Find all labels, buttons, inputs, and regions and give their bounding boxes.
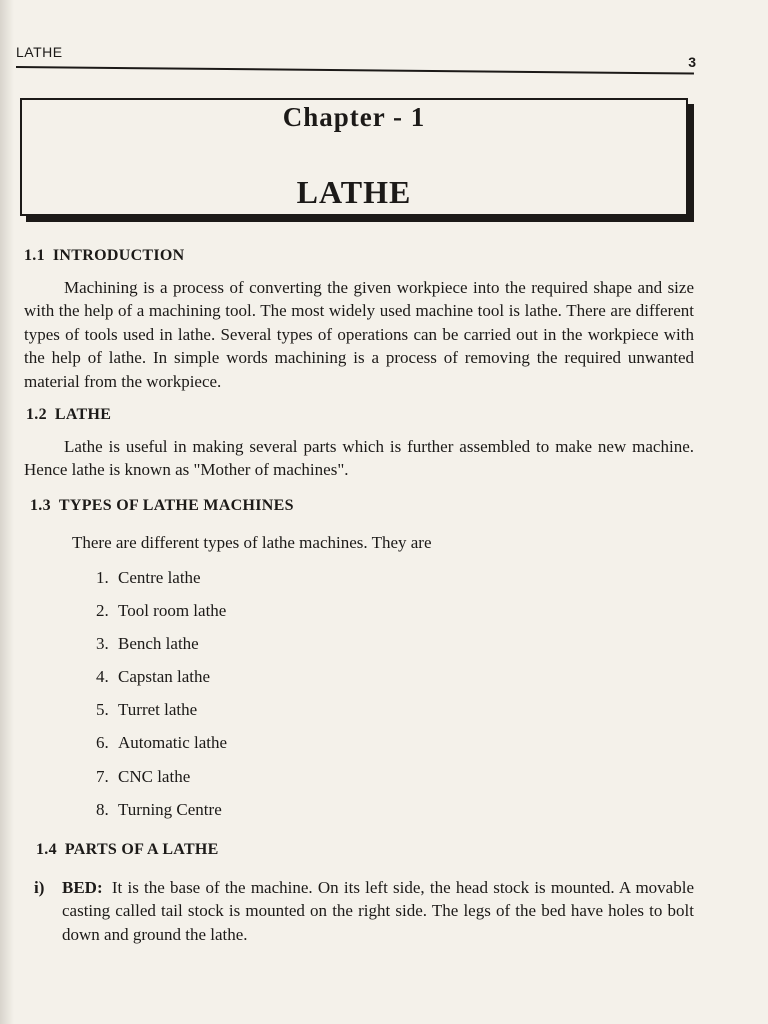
section-number: 1.4 <box>36 841 57 858</box>
header-rule <box>16 66 694 75</box>
part-term: BED: <box>62 877 103 897</box>
item-number: 6. <box>96 733 109 753</box>
section-title: INTRODUCTION <box>52 247 185 264</box>
item-label: Turning Centre <box>118 799 222 819</box>
types-intro-text: There are different types of lathe machines. They are <box>72 533 432 552</box>
item-label: Bench lathe <box>118 633 199 653</box>
section-heading-lathe <box>26 403 694 427</box>
introduction-paragraph: Machining is a process of converting the given workpiece into the required shape and size with the help of a machining tool. The most widely used machine tool is lathe. There are different types of tools used in lathe. Several types of operations can be carried out in the workpiece with the help of lathe. In simple words machining is a process of removing the required unwanted material from the workpiece. <box>24 277 694 391</box>
item-number: 5. <box>96 700 109 720</box>
list-item <box>96 760 694 793</box>
item-marker: i) <box>34 877 45 897</box>
section-title: LATHE <box>54 406 112 423</box>
section-title: TYPES OF LATHE MACHINES <box>58 496 294 514</box>
item-number: 1. <box>96 567 109 587</box>
section-number: 1.2 <box>26 406 47 423</box>
item-label: Tool room lathe <box>118 600 227 620</box>
running-head: LATHE <box>16 44 63 60</box>
lathe-types-list <box>24 561 694 827</box>
chapter-title: LATHE <box>296 174 412 210</box>
list-item <box>96 693 694 726</box>
page-number: 3 <box>688 54 696 70</box>
list-item <box>96 594 694 627</box>
chapter-title-box <box>20 98 688 216</box>
list-item <box>96 627 694 660</box>
list-item <box>96 726 694 759</box>
section-heading-parts <box>36 838 694 862</box>
section-number: 1.3 <box>30 496 51 514</box>
list-item <box>96 561 694 594</box>
item-label: Centre lathe <box>118 567 201 587</box>
item-number: 7. <box>96 766 109 786</box>
item-label: Automatic lathe <box>118 733 228 753</box>
section-number: 1.1 <box>24 247 45 264</box>
item-number: 3. <box>96 633 109 653</box>
item-label: CNC lathe <box>118 766 191 786</box>
item-number: 4. <box>96 667 109 687</box>
page-body <box>24 244 694 946</box>
section-title: PARTS OF A LATHE <box>64 841 219 858</box>
list-item <box>96 660 694 693</box>
part-description: It is the base of the machine. On its left side, the head stock is mounted. A movable casting called tail stock is mounted on the right side. The legs of the bed have holes to bolt down and ground the lathe. <box>62 877 695 944</box>
list-item <box>96 793 694 826</box>
item-label: Capstan lathe <box>118 667 211 687</box>
section-heading-introduction <box>24 244 694 268</box>
page-edge-shadow <box>0 0 14 1024</box>
item-number: 2. <box>96 600 109 620</box>
section-heading-types <box>30 494 694 518</box>
chapter-label: Chapter - 1 <box>282 102 426 132</box>
item-number: 8. <box>96 799 109 819</box>
item-label: Turret lathe <box>118 700 198 720</box>
lathe-paragraph: Lathe is useful in making several parts which is further assembled to make new machine. Hence lathe is known as "Mother of machines". <box>24 436 694 479</box>
part-item-bed <box>34 876 694 947</box>
